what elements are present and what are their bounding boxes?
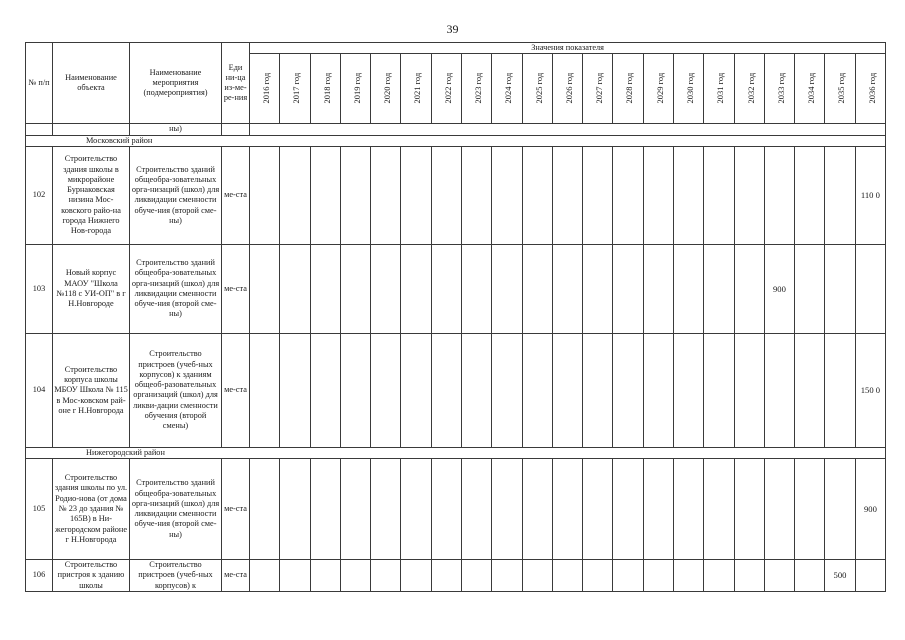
value-cell — [340, 244, 370, 333]
value-cell — [583, 244, 613, 333]
year-label: 2025 год — [533, 72, 544, 104]
value-cell — [613, 333, 643, 447]
value-cell — [643, 459, 673, 560]
year-label: 2017 год — [291, 72, 302, 104]
page-number: 39 — [446, 22, 459, 36]
year-label: 2028 год — [624, 72, 635, 104]
value-cell — [704, 146, 734, 244]
row-num: 106 — [26, 560, 53, 592]
value-cell — [643, 244, 673, 333]
value-cell — [734, 244, 764, 333]
value-cell — [673, 459, 703, 560]
section-row — [26, 135, 886, 146]
year-header — [613, 54, 643, 124]
year-label: 2032 год — [745, 72, 756, 104]
year-label: 2035 год — [836, 72, 847, 104]
value-cell — [461, 333, 491, 447]
value-cell — [340, 560, 370, 592]
value-cell — [310, 333, 340, 447]
indicator-table — [25, 42, 886, 592]
year-label: 2019 год — [352, 72, 363, 104]
object-name: Строительство здания школы в микрорайоне Бурнаковская низина Мос-ковского райо-на города Нижнего Нов-города — [53, 146, 130, 244]
value-cell — [764, 560, 794, 592]
value-cell — [613, 560, 643, 592]
event-name: Строительство зданий общеобра-зовательных орга-низаций (школ) для ликвидации сменности обуче-ния (второй сме-ны) — [130, 459, 222, 560]
value-cell — [401, 333, 431, 447]
value-cell — [461, 560, 491, 592]
object-name: Новый корпус МАОУ "Школа №118 с УИ-ОП" в г Н.Новгороде — [53, 244, 130, 333]
value-cell — [583, 146, 613, 244]
year-header — [250, 54, 280, 124]
value-cell — [492, 459, 522, 560]
year-header — [855, 54, 886, 124]
header-event-name: Наименование мероприятия (подмероприятия) — [130, 43, 222, 124]
year-label: 2033 год — [776, 72, 786, 104]
year-label: 2031 год — [715, 72, 726, 104]
row-num: 104 — [26, 333, 53, 447]
table-row — [26, 333, 886, 447]
value-cell — [280, 333, 310, 447]
year-label: 2020 год — [382, 72, 393, 104]
continuation-row — [26, 124, 886, 135]
year-label: 2034 год — [806, 72, 817, 104]
value-cell — [825, 244, 855, 333]
value-cell — [340, 459, 370, 560]
value-cell — [583, 333, 613, 447]
header-values: Значения показателя — [250, 43, 886, 54]
header-num: № п/п — [26, 43, 53, 124]
value-cell — [310, 146, 340, 244]
year-label: 2030 год — [685, 72, 696, 104]
year-header — [522, 54, 552, 124]
value-cell — [855, 244, 886, 333]
value-cell — [825, 146, 855, 244]
value-cell — [371, 459, 401, 560]
year-header — [734, 54, 764, 124]
object-name: Строительство здания школы по ул. Родио-нова (от дома № 23 до здания № 165В) в Ни-жегородском районе г Н.Новгорода — [53, 459, 130, 560]
year-label: 2027 год — [594, 72, 605, 104]
year-header — [340, 54, 370, 124]
value-cell — [795, 146, 825, 244]
unit: ме-ста — [222, 560, 250, 592]
value-cell — [461, 244, 491, 333]
value-cell — [522, 560, 552, 592]
year-header — [764, 54, 794, 124]
object-name: Строительство корпуса школы МБОУ Школа № 115 в Мос-ковском рай-оне г Н.Новгорода — [53, 333, 130, 447]
value-cell — [673, 146, 703, 244]
section-row — [26, 447, 886, 458]
value-cell — [280, 560, 310, 592]
value-cell — [280, 146, 310, 244]
value-cell — [401, 244, 431, 333]
value-cell — [371, 244, 401, 333]
value-cell — [492, 333, 522, 447]
value-cell — [734, 333, 764, 447]
value-cell: 500 — [825, 560, 855, 592]
value-cell — [643, 146, 673, 244]
year-header — [795, 54, 825, 124]
year-label: 2023 год — [473, 72, 484, 104]
value-cell — [371, 333, 401, 447]
year-header — [431, 54, 461, 124]
value-cell — [310, 244, 340, 333]
value-cell — [764, 146, 794, 244]
value-cell — [492, 146, 522, 244]
year-header — [371, 54, 401, 124]
section-title: Московский район — [26, 135, 886, 146]
value-cell — [310, 560, 340, 592]
table-row — [26, 560, 886, 592]
value-cell: 900 — [764, 244, 794, 333]
value-cell — [492, 244, 522, 333]
event-name: Строительство зданий общеобра-зовательных орга-низаций (школ) для ликвидации сменности обуче-ния (второй сме-ны) — [130, 244, 222, 333]
value-cell — [795, 560, 825, 592]
value-cell — [522, 244, 552, 333]
value-cell: 900 — [855, 459, 886, 560]
value-cell — [643, 560, 673, 592]
value-cell — [522, 146, 552, 244]
table-row — [26, 146, 886, 244]
value-cell — [371, 146, 401, 244]
value-cell — [613, 244, 643, 333]
unit: ме-ста — [222, 146, 250, 244]
value-cell — [643, 333, 673, 447]
event-name: Строительство пристроев (учеб-ных корпусов) к зданиям общеоб-разовательных организаций (школ) для ликви-дации сменности обучения (второй смены) — [130, 333, 222, 447]
value-cell — [461, 459, 491, 560]
unit: ме-ста — [222, 333, 250, 447]
year-header — [280, 54, 310, 124]
value-cell — [552, 560, 582, 592]
value-cell — [795, 333, 825, 447]
header-object-name: Наименование объекта — [53, 43, 130, 124]
value-cell — [795, 459, 825, 560]
value-cell — [401, 459, 431, 560]
value-cell — [764, 333, 794, 447]
year-label: 2016 год — [261, 72, 272, 104]
value-cell — [795, 244, 825, 333]
year-header — [461, 54, 491, 124]
row-num: 105 — [26, 459, 53, 560]
value-cell — [734, 560, 764, 592]
value-cell — [855, 560, 886, 592]
value-cell — [552, 459, 582, 560]
value-cell — [431, 146, 461, 244]
event-name: Строительство пристроев (учеб-ных корпусов) к — [130, 560, 222, 592]
value-cell — [673, 244, 703, 333]
value-cell — [431, 333, 461, 447]
value-cell — [673, 333, 703, 447]
value-cell — [552, 244, 582, 333]
section-title: Нижегородский район — [26, 447, 886, 458]
year-header — [825, 54, 855, 124]
value-cell — [401, 146, 431, 244]
row-num: 102 — [26, 146, 53, 244]
header-row-1 — [26, 43, 886, 54]
year-label: 2026 год — [564, 72, 575, 104]
year-header — [673, 54, 703, 124]
value-cell — [673, 560, 703, 592]
event-name: Строительство зданий общеобра-зовательных орга-низаций (школ) для ликвидации сменности обуче-ния (второй сме-ны) — [130, 146, 222, 244]
year-label: 2024 год — [503, 72, 514, 104]
value-cell — [250, 333, 280, 447]
value-cell — [310, 459, 340, 560]
value-cell — [280, 459, 310, 560]
value-cell — [401, 560, 431, 592]
year-header — [401, 54, 431, 124]
value-cell — [250, 244, 280, 333]
value-cell — [431, 560, 461, 592]
year-header — [583, 54, 613, 124]
year-header — [310, 54, 340, 124]
value-cell — [552, 146, 582, 244]
continuation-text: ны) — [130, 124, 222, 135]
value-cell — [492, 560, 522, 592]
table-row — [26, 459, 886, 560]
value-cell — [704, 560, 734, 592]
unit: ме-ста — [222, 459, 250, 560]
value-cell — [734, 459, 764, 560]
object-name: Строительство пристроя к зданию школы — [53, 560, 130, 592]
value-cell — [250, 459, 280, 560]
value-cell — [552, 333, 582, 447]
header-unit: Еди ни-ца из-ме-ре-ния — [222, 43, 250, 124]
year-label: 2022 год — [442, 72, 453, 104]
year-label: 2021 год — [412, 72, 423, 104]
table-row — [26, 244, 886, 333]
value-cell — [764, 459, 794, 560]
year-label: 2029 год — [654, 72, 665, 104]
value-cell — [522, 333, 552, 447]
value-cell — [704, 244, 734, 333]
year-header — [552, 54, 582, 124]
row-num: 103 — [26, 244, 53, 333]
value-cell — [461, 146, 491, 244]
value-cell — [825, 333, 855, 447]
value-cell — [431, 244, 461, 333]
value-cell — [250, 560, 280, 592]
value-cell — [340, 146, 370, 244]
value-cell — [613, 459, 643, 560]
year-label: 2018 год — [321, 72, 332, 104]
value-cell — [280, 244, 310, 333]
year-header — [643, 54, 673, 124]
value-cell — [583, 560, 613, 592]
unit: ме-ста — [222, 244, 250, 333]
year-header — [492, 54, 522, 124]
value-cell — [522, 459, 552, 560]
value-cell: 150 0 — [855, 333, 886, 447]
value-cell — [371, 560, 401, 592]
value-cell — [431, 459, 461, 560]
value-cell: 110 0 — [855, 146, 886, 244]
value-cell — [734, 146, 764, 244]
value-cell — [583, 459, 613, 560]
value-cell — [613, 146, 643, 244]
value-cell — [250, 146, 280, 244]
year-label: 2036 год — [866, 72, 877, 104]
value-cell — [704, 459, 734, 560]
value-cell — [340, 333, 370, 447]
value-cell — [825, 459, 855, 560]
year-header — [704, 54, 734, 124]
value-cell — [704, 333, 734, 447]
